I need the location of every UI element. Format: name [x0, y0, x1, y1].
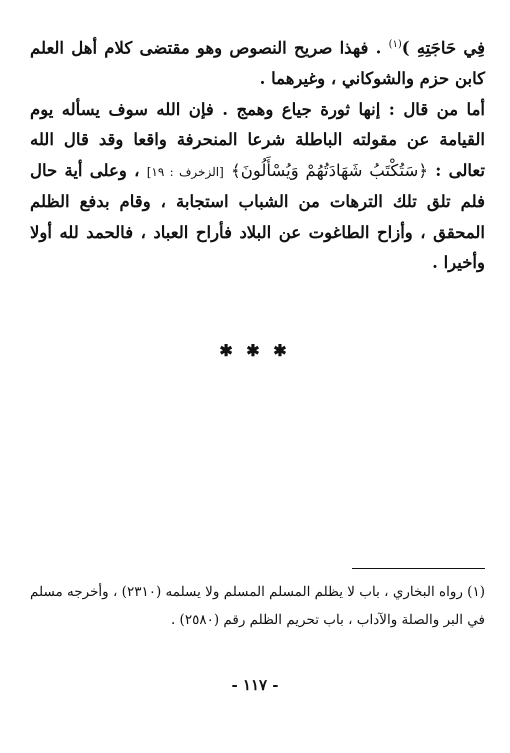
- main-text: [30, 30, 485, 279]
- paragraph-2-opening: أما من قال : إنها ثورة جياع وهمج . فإن الله سوف يسأله يوم القيامة عن مقولته الباطلة شرعا المنحرفة واقعا وقد قال الله تعالى :: [30, 99, 485, 180]
- section-separator: ✱ ✱ ✱: [219, 341, 291, 360]
- paragraph-2-rest: ، وعلى أية حال فلم تلق تلك الترهات من الشباب استجابة ، وقام بدفع الظلم المحقق ، وأزاح الطاغوت عن البلاد فأراح العباد ، فالحمد لله أولا وأخيرا .: [30, 160, 485, 272]
- paragraph-1-opening: فِي حَاجَتِهِ ): [401, 38, 485, 58]
- surah-reference: [الزخرف : ١٩]: [146, 164, 224, 179]
- footnote: (١) رواه البخاري ، باب لا يظلم المسلم المسلم ولا يسلمه (٢٣١٠) ، وأخرجه مسلم في البر والصلة والآداب ، باب تحريم الظلم رقم (٢٥٨٠) .: [30, 584, 485, 628]
- footnote-marker: (١): [388, 39, 402, 50]
- page-number: - ١١٧ -: [231, 676, 279, 694]
- quran-verse: ﴿سَتُكْتَبُ شَهَادَتُهُمْ وَيُسْأَلُونَ﴾: [231, 160, 428, 180]
- paragraph-1: [30, 30, 485, 95]
- footnote-divider: [352, 568, 485, 569]
- paragraph-2: [30, 95, 485, 279]
- paragraph-1-rest: . فهذا صريح النصوص وهو مقتضى كلام أهل العلم كابن حزم والشوكاني ، وغيرهما .: [30, 38, 485, 88]
